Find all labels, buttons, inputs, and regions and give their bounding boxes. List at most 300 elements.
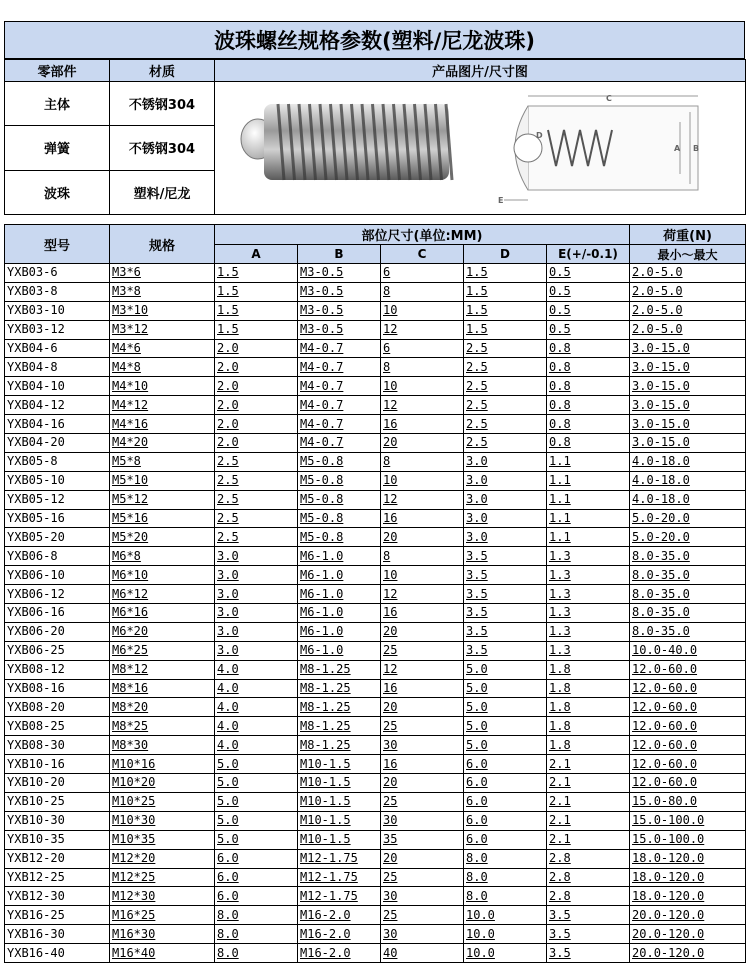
e-cell: 0.5: [547, 264, 630, 283]
e-cell: 0.8: [547, 396, 630, 415]
product-image-cell: [215, 82, 746, 215]
table-row: [5, 944, 746, 963]
load-cell: 20.0-120.0: [630, 944, 746, 963]
spec-cell: M4*6: [110, 339, 215, 358]
e-cell: 0.8: [547, 415, 630, 434]
a-cell: 1.5: [215, 264, 298, 283]
d-cell: 8.0: [464, 868, 547, 887]
a-cell: 4.0: [215, 736, 298, 755]
model-cell: YXB04-12: [5, 396, 110, 415]
model-cell: YXB04-8: [5, 358, 110, 377]
model-cell: YXB10-16: [5, 755, 110, 774]
spec-cell: M6*12: [110, 585, 215, 604]
e-cell: 2.1: [547, 811, 630, 830]
model-cell: YXB05-20: [5, 528, 110, 547]
spec-cell: M5*8: [110, 452, 215, 471]
table-row: [5, 604, 746, 623]
d-cell: 3.5: [464, 641, 547, 660]
d-cell: 1.5: [464, 282, 547, 301]
e-cell: 0.8: [547, 358, 630, 377]
spec-cell: M5*16: [110, 509, 215, 528]
c-cell: 12: [381, 585, 464, 604]
b-cell: M12-1.75: [298, 868, 381, 887]
c-cell: 16: [381, 604, 464, 623]
dim-label-c: C: [605, 94, 612, 103]
e-cell: 2.1: [547, 830, 630, 849]
e-cell: 0.5: [547, 301, 630, 320]
b-cell: M6-1.0: [298, 566, 381, 585]
e-cell: 1.3: [547, 585, 630, 604]
spec-cell: M4*10: [110, 377, 215, 396]
model-cell: YXB16-25: [5, 906, 110, 925]
model-header: 型号: [5, 225, 110, 264]
load-cell: 8.0-35.0: [630, 622, 746, 641]
a-cell: 3.0: [215, 622, 298, 641]
load-cell: 3.0-15.0: [630, 358, 746, 377]
table-row: [5, 434, 746, 453]
b-cell: M6-1.0: [298, 585, 381, 604]
load-cell: 15.0-100.0: [630, 811, 746, 830]
e-cell: 2.1: [547, 755, 630, 774]
c-cell: 10: [381, 377, 464, 396]
load-cell: 3.0-15.0: [630, 415, 746, 434]
part-material: 不锈钢304: [110, 126, 215, 170]
load-cell: 2.0-5.0: [630, 301, 746, 320]
d-cell: 3.5: [464, 547, 547, 566]
c-cell: 30: [381, 887, 464, 906]
table-row: [5, 585, 746, 604]
model-cell: YXB03-12: [5, 320, 110, 339]
c-cell: 6: [381, 264, 464, 283]
d-cell: 6.0: [464, 792, 547, 811]
spec-cell: M3*12: [110, 320, 215, 339]
c-cell: 8: [381, 452, 464, 471]
d-cell: 8.0: [464, 849, 547, 868]
d-cell: 5.0: [464, 736, 547, 755]
e-cell: 1.3: [547, 547, 630, 566]
load-cell: 3.0-15.0: [630, 339, 746, 358]
c-cell: 10: [381, 566, 464, 585]
a-cell: 2.5: [215, 528, 298, 547]
part-name: 主体: [5, 82, 110, 126]
d-cell: 3.5: [464, 585, 547, 604]
c-cell: 16: [381, 415, 464, 434]
a-cell: 2.5: [215, 509, 298, 528]
load-cell: 20.0-120.0: [630, 906, 746, 925]
model-cell: YXB03-8: [5, 282, 110, 301]
b-cell: M12-1.75: [298, 849, 381, 868]
d-cell: 3.5: [464, 622, 547, 641]
b-cell: M5-0.8: [298, 528, 381, 547]
load-cell: 3.0-15.0: [630, 396, 746, 415]
spec-cell: M6*8: [110, 547, 215, 566]
c-cell: 30: [381, 811, 464, 830]
d-cell: 3.0: [464, 471, 547, 490]
model-cell: YXB08-30: [5, 736, 110, 755]
a-cell: 5.0: [215, 830, 298, 849]
dimension-header: 部位尺寸(单位:MM): [215, 225, 630, 245]
d-cell: 6.0: [464, 830, 547, 849]
model-cell: YXB16-30: [5, 925, 110, 944]
b-cell: M6-1.0: [298, 622, 381, 641]
col-b-header: B: [298, 245, 381, 264]
model-cell: YXB08-25: [5, 717, 110, 736]
table-row: [5, 264, 746, 283]
e-cell: 0.5: [547, 282, 630, 301]
a-cell: 2.0: [215, 434, 298, 453]
model-cell: YXB12-20: [5, 849, 110, 868]
screw-photo: [241, 104, 452, 180]
b-cell: M6-1.0: [298, 604, 381, 623]
a-cell: 3.0: [215, 547, 298, 566]
spec-cell: M12*25: [110, 868, 215, 887]
table-row: [5, 717, 746, 736]
spec-cell: M6*25: [110, 641, 215, 660]
spec-cell: M4*8: [110, 358, 215, 377]
load-cell: 12.0-60.0: [630, 755, 746, 774]
e-cell: 1.1: [547, 471, 630, 490]
b-cell: M4-0.7: [298, 339, 381, 358]
model-cell: YXB03-10: [5, 301, 110, 320]
d-cell: 2.5: [464, 358, 547, 377]
load-cell: 2.0-5.0: [630, 320, 746, 339]
parts-table: [4, 59, 746, 215]
load-cell: 3.0-15.0: [630, 377, 746, 396]
a-cell: 3.0: [215, 604, 298, 623]
load-cell: 4.0-18.0: [630, 452, 746, 471]
col-e-header: E(+/-0.1): [547, 245, 630, 264]
load-cell: 20.0-120.0: [630, 925, 746, 944]
spec-cell: M12*20: [110, 849, 215, 868]
spec-cell: M16*40: [110, 944, 215, 963]
table-row: [5, 906, 746, 925]
spec-cell: M6*16: [110, 604, 215, 623]
a-cell: 6.0: [215, 849, 298, 868]
a-cell: 6.0: [215, 887, 298, 906]
load-cell: 12.0-60.0: [630, 660, 746, 679]
table-row: [5, 811, 746, 830]
model-cell: YXB04-10: [5, 377, 110, 396]
spec-cell: M3*10: [110, 301, 215, 320]
b-cell: M5-0.8: [298, 490, 381, 509]
table-row: [5, 736, 746, 755]
d-cell: 2.5: [464, 434, 547, 453]
a-cell: 5.0: [215, 774, 298, 793]
b-cell: M6-1.0: [298, 641, 381, 660]
model-cell: YXB03-6: [5, 264, 110, 283]
load-cell: 5.0-20.0: [630, 509, 746, 528]
model-cell: YXB04-20: [5, 434, 110, 453]
load-cell: 3.0-15.0: [630, 434, 746, 453]
spec-cell: M10*30: [110, 811, 215, 830]
d-cell: 3.0: [464, 490, 547, 509]
model-cell: YXB10-20: [5, 774, 110, 793]
model-cell: YXB10-35: [5, 830, 110, 849]
table-row: [5, 452, 746, 471]
table-row: [5, 301, 746, 320]
load-range-header: 最小～最大: [630, 245, 746, 264]
d-cell: 1.5: [464, 301, 547, 320]
d-cell: 6.0: [464, 811, 547, 830]
e-cell: 1.8: [547, 717, 630, 736]
spec-cell: M10*35: [110, 830, 215, 849]
model-cell: YXB08-16: [5, 679, 110, 698]
c-cell: 10: [381, 471, 464, 490]
spec-cell: M12*30: [110, 887, 215, 906]
load-cell: 18.0-120.0: [630, 868, 746, 887]
b-cell: M8-1.25: [298, 679, 381, 698]
e-cell: 1.3: [547, 641, 630, 660]
a-cell: 4.0: [215, 679, 298, 698]
e-cell: 1.3: [547, 604, 630, 623]
b-cell: M3-0.5: [298, 264, 381, 283]
a-cell: 8.0: [215, 925, 298, 944]
d-cell: 10.0: [464, 906, 547, 925]
e-cell: 2.1: [547, 774, 630, 793]
dim-label-e: E: [497, 196, 503, 205]
b-cell: M3-0.5: [298, 301, 381, 320]
table-row: [5, 547, 746, 566]
d-cell: 3.5: [464, 566, 547, 585]
model-cell: YXB06-12: [5, 585, 110, 604]
a-cell: 2.0: [215, 377, 298, 396]
spec-cell: M5*20: [110, 528, 215, 547]
table-row: [5, 282, 746, 301]
e-cell: 1.8: [547, 698, 630, 717]
load-cell: 8.0-35.0: [630, 547, 746, 566]
e-cell: 1.8: [547, 679, 630, 698]
d-cell: 5.0: [464, 679, 547, 698]
spec-cell: M8*30: [110, 736, 215, 755]
b-cell: M10-1.5: [298, 755, 381, 774]
model-cell: YXB06-16: [5, 604, 110, 623]
e-cell: 2.8: [547, 887, 630, 906]
part-material: 不锈钢304: [110, 82, 215, 126]
load-cell: 2.0-5.0: [630, 282, 746, 301]
c-cell: 30: [381, 925, 464, 944]
a-cell: 6.0: [215, 868, 298, 887]
part-name: 弹簧: [5, 126, 110, 170]
load-cell: 10.0-40.0: [630, 641, 746, 660]
spec-cell: M16*25: [110, 906, 215, 925]
a-cell: 5.0: [215, 792, 298, 811]
b-cell: M3-0.5: [298, 320, 381, 339]
table-row: [5, 679, 746, 698]
load-cell: 8.0-35.0: [630, 566, 746, 585]
table-row: [5, 622, 746, 641]
e-cell: 0.8: [547, 339, 630, 358]
d-cell: 5.0: [464, 698, 547, 717]
b-cell: M3-0.5: [298, 282, 381, 301]
c-cell: 12: [381, 320, 464, 339]
spec-cell: M6*20: [110, 622, 215, 641]
c-cell: 20: [381, 849, 464, 868]
col-d-header: D: [464, 245, 547, 264]
d-cell: 5.0: [464, 660, 547, 679]
load-cell: 12.0-60.0: [630, 679, 746, 698]
a-cell: 3.0: [215, 585, 298, 604]
a-cell: 5.0: [215, 811, 298, 830]
table-row: [5, 660, 746, 679]
d-cell: 1.5: [464, 264, 547, 283]
table-row: [5, 377, 746, 396]
page-title: 波珠螺丝规格参数(塑料/尼龙波珠): [4, 21, 745, 59]
spec-cell: M8*25: [110, 717, 215, 736]
b-cell: M4-0.7: [298, 415, 381, 434]
e-cell: 1.3: [547, 566, 630, 585]
spec-cell: M8*16: [110, 679, 215, 698]
b-cell: M5-0.8: [298, 509, 381, 528]
e-cell: 3.5: [547, 925, 630, 944]
b-cell: M16-2.0: [298, 906, 381, 925]
load-cell: 12.0-60.0: [630, 774, 746, 793]
image-header: 产品图片/尺寸图: [215, 60, 746, 82]
load-header: 荷重(N): [630, 225, 746, 245]
e-cell: 3.5: [547, 944, 630, 963]
e-cell: 1.3: [547, 622, 630, 641]
spec-cell: M3*8: [110, 282, 215, 301]
dimension-drawing: [498, 94, 699, 205]
c-cell: 10: [381, 301, 464, 320]
model-cell: YXB06-8: [5, 547, 110, 566]
c-cell: 8: [381, 547, 464, 566]
e-cell: 1.1: [547, 528, 630, 547]
c-cell: 35: [381, 830, 464, 849]
spec-header: 规格: [110, 225, 215, 264]
load-cell: 2.0-5.0: [630, 264, 746, 283]
part-material: 塑料/尼龙: [110, 170, 215, 214]
table-row: [5, 320, 746, 339]
e-cell: 2.8: [547, 868, 630, 887]
table-row: [5, 698, 746, 717]
model-cell: YXB06-20: [5, 622, 110, 641]
b-cell: M16-2.0: [298, 925, 381, 944]
c-cell: 6: [381, 339, 464, 358]
dim-label-d: D: [535, 131, 543, 140]
spec-table-body: [5, 264, 746, 963]
a-cell: 2.0: [215, 415, 298, 434]
load-cell: 12.0-60.0: [630, 717, 746, 736]
load-cell: 15.0-100.0: [630, 830, 746, 849]
e-cell: 1.1: [547, 509, 630, 528]
a-cell: 2.5: [215, 471, 298, 490]
spec-cell: M4*16: [110, 415, 215, 434]
c-cell: 25: [381, 717, 464, 736]
spec-table: [4, 224, 746, 963]
load-cell: 18.0-120.0: [630, 887, 746, 906]
c-cell: 16: [381, 679, 464, 698]
a-cell: 1.5: [215, 320, 298, 339]
c-cell: 25: [381, 641, 464, 660]
e-cell: 1.8: [547, 736, 630, 755]
load-cell: 4.0-18.0: [630, 471, 746, 490]
e-cell: 0.8: [547, 377, 630, 396]
a-cell: 1.5: [215, 282, 298, 301]
b-cell: M10-1.5: [298, 792, 381, 811]
material-header: 材质: [110, 60, 215, 82]
c-cell: 20: [381, 528, 464, 547]
load-cell: 8.0-35.0: [630, 585, 746, 604]
part-name: 波珠: [5, 170, 110, 214]
d-cell: 2.5: [464, 377, 547, 396]
c-cell: 8: [381, 358, 464, 377]
table-row: [5, 490, 746, 509]
b-cell: M8-1.25: [298, 698, 381, 717]
spec-cell: M3*6: [110, 264, 215, 283]
a-cell: 8.0: [215, 944, 298, 963]
model-cell: YXB05-16: [5, 509, 110, 528]
spec-cell: M10*16: [110, 755, 215, 774]
c-cell: 12: [381, 490, 464, 509]
table-row: [5, 509, 746, 528]
spec-cell: M5*10: [110, 471, 215, 490]
d-cell: 5.0: [464, 717, 547, 736]
table-row: [5, 792, 746, 811]
model-cell: YXB10-30: [5, 811, 110, 830]
model-cell: YXB12-25: [5, 868, 110, 887]
table-row: [5, 339, 746, 358]
a-cell: 5.0: [215, 755, 298, 774]
table-row: [5, 566, 746, 585]
b-cell: M10-1.5: [298, 830, 381, 849]
table-row: [5, 755, 746, 774]
load-cell: 12.0-60.0: [630, 698, 746, 717]
b-cell: M8-1.25: [298, 736, 381, 755]
table-row: [5, 887, 746, 906]
product-illustration: [216, 82, 745, 210]
model-cell: YXB08-20: [5, 698, 110, 717]
d-cell: 3.0: [464, 509, 547, 528]
c-cell: 25: [381, 868, 464, 887]
c-cell: 12: [381, 660, 464, 679]
a-cell: 4.0: [215, 717, 298, 736]
d-cell: 3.0: [464, 452, 547, 471]
load-cell: 15.0-80.0: [630, 792, 746, 811]
e-cell: 1.1: [547, 452, 630, 471]
a-cell: 4.0: [215, 660, 298, 679]
e-cell: 0.8: [547, 434, 630, 453]
d-cell: 10.0: [464, 925, 547, 944]
model-cell: YXB10-25: [5, 792, 110, 811]
b-cell: M5-0.8: [298, 471, 381, 490]
d-cell: 10.0: [464, 944, 547, 963]
a-cell: 2.5: [215, 452, 298, 471]
spec-cell: M8*12: [110, 660, 215, 679]
model-cell: YXB04-6: [5, 339, 110, 358]
d-cell: 8.0: [464, 887, 547, 906]
c-cell: 20: [381, 622, 464, 641]
a-cell: 2.5: [215, 490, 298, 509]
c-cell: 16: [381, 755, 464, 774]
spec-cell: M10*25: [110, 792, 215, 811]
e-cell: 3.5: [547, 906, 630, 925]
table-row: [5, 471, 746, 490]
spec-cell: M10*20: [110, 774, 215, 793]
table-row: [5, 868, 746, 887]
c-cell: 16: [381, 509, 464, 528]
a-cell: 8.0: [215, 906, 298, 925]
col-a-header: A: [215, 245, 298, 264]
spec-cell: M16*30: [110, 925, 215, 944]
model-cell: YXB04-16: [5, 415, 110, 434]
b-cell: M12-1.75: [298, 887, 381, 906]
a-cell: 2.0: [215, 339, 298, 358]
c-cell: 20: [381, 698, 464, 717]
spec-sheet: [4, 21, 745, 963]
b-cell: M4-0.7: [298, 434, 381, 453]
model-cell: YXB12-30: [5, 887, 110, 906]
load-cell: 4.0-18.0: [630, 490, 746, 509]
